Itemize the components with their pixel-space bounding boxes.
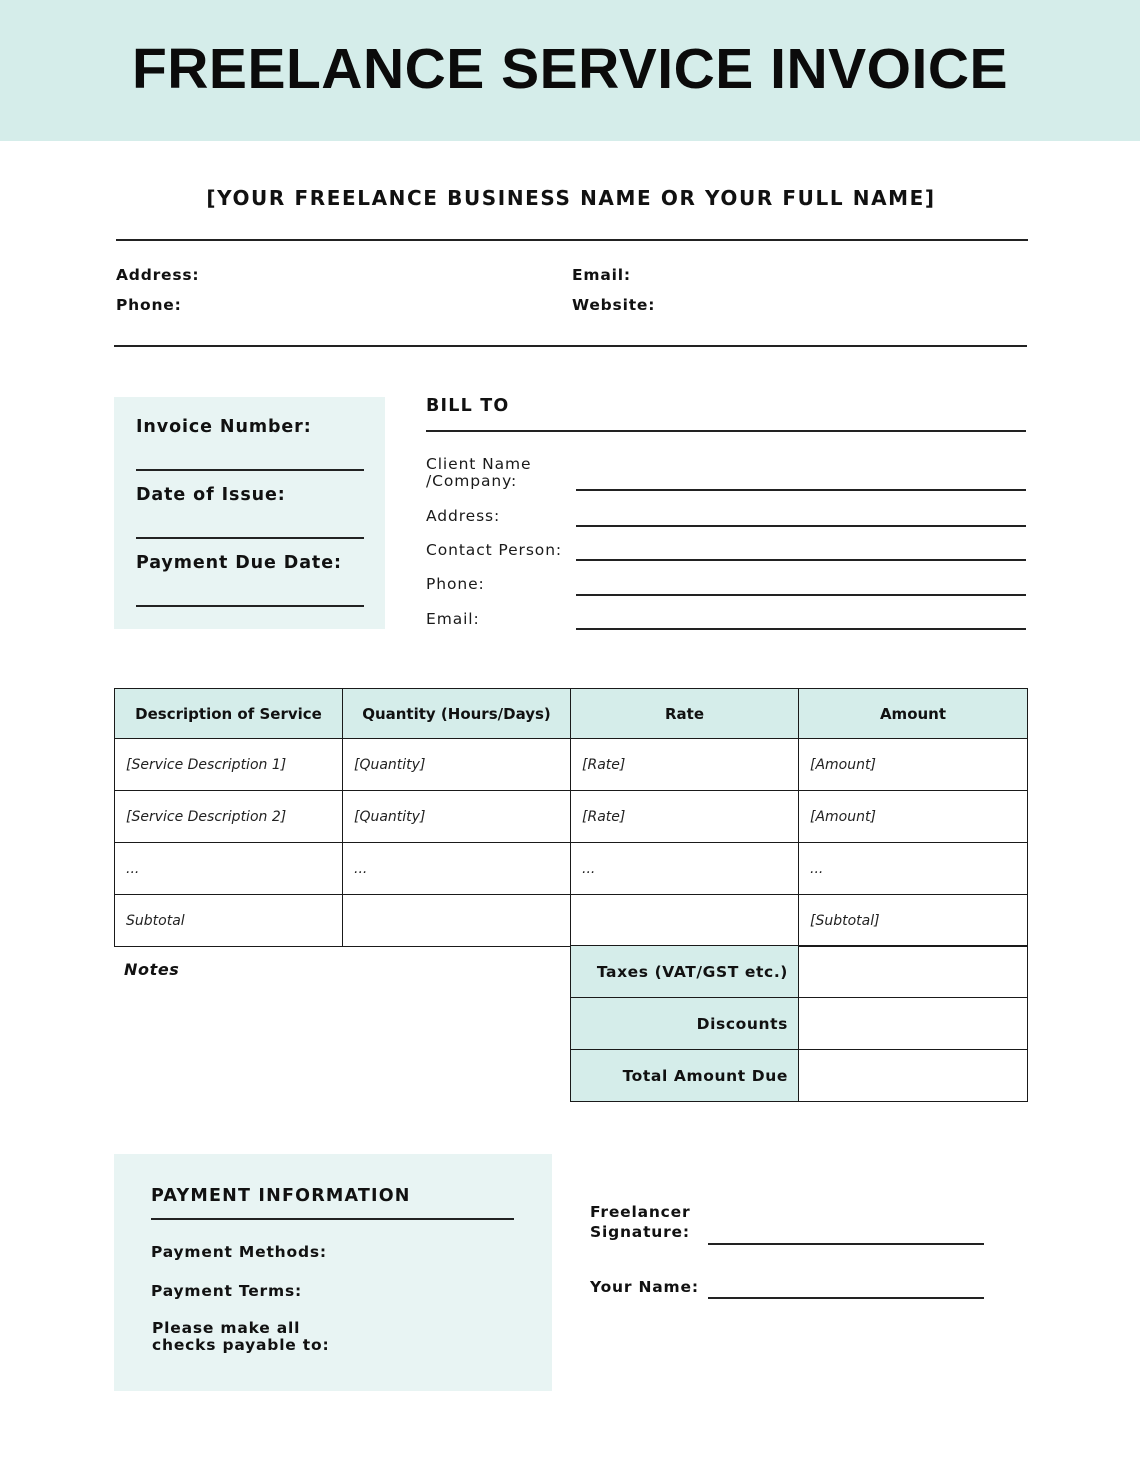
client-address-field[interactable] [576, 525, 1026, 527]
checks-payable-label: Please make all checks payable to: [152, 1319, 330, 1354]
business-name[interactable]: [YOUR FREELANCE BUSINESS NAME OR YOUR FULL NAME] [206, 186, 936, 210]
bill-to-divider [426, 430, 1026, 432]
contact-person-field[interactable] [576, 559, 1026, 561]
client-address-label: Address: [426, 507, 501, 525]
total-amount-value[interactable] [799, 1050, 1028, 1102]
cell-description[interactable]: [Service Description 2] [115, 791, 343, 843]
table-row [115, 791, 1028, 843]
column-header-description: Description of Service [115, 689, 343, 739]
contact-email-label: Email: [572, 266, 631, 284]
date-of-issue-field[interactable] [136, 537, 364, 539]
totals-table [570, 945, 1028, 1102]
discounts-row [571, 998, 1028, 1050]
cell-description[interactable]: [Service Description 1] [115, 739, 343, 791]
cell-amount[interactable]: [Amount] [799, 791, 1028, 843]
payment-info-panel [114, 1154, 552, 1391]
table-row [115, 843, 1028, 895]
client-name-field[interactable] [576, 489, 1026, 491]
your-name-field[interactable] [708, 1297, 984, 1299]
client-name-label: Client Name /Company: [426, 455, 532, 490]
services-table [114, 688, 1028, 947]
contact-website-label: Website: [572, 296, 656, 314]
divider-top [116, 239, 1028, 241]
total-amount-label: Total Amount Due [571, 1050, 799, 1102]
payment-due-date-field[interactable] [136, 605, 364, 607]
payment-methods-label: Payment Methods: [151, 1243, 327, 1261]
discounts-value[interactable] [799, 998, 1028, 1050]
your-name-label: Your Name: [590, 1278, 699, 1296]
contact-phone-label: Phone: [116, 296, 182, 314]
cell-quantity[interactable]: [Quantity] [343, 739, 571, 791]
invoice-number-field[interactable] [136, 469, 364, 471]
divider-contact [114, 345, 1027, 347]
freelancer-signature-label: Freelancer Signature: [590, 1203, 691, 1241]
taxes-label: Taxes (VAT/GST etc.) [571, 946, 799, 998]
client-phone-label: Phone: [426, 575, 485, 593]
invoice-title: FREELANCE SERVICE INVOICE [131, 37, 1009, 101]
bill-to-heading: BILL TO [426, 396, 510, 416]
table-row [115, 739, 1028, 791]
column-header-rate: Rate [571, 689, 799, 739]
subtotal-empty-cell [571, 895, 799, 947]
table-header-row [115, 689, 1028, 739]
payment-info-divider [151, 1218, 514, 1220]
cell-description[interactable]: ... [115, 843, 343, 895]
cell-quantity[interactable]: ... [343, 843, 571, 895]
client-email-label: Email: [426, 610, 480, 628]
discounts-label: Discounts [571, 998, 799, 1050]
cell-amount[interactable]: [Amount] [799, 739, 1028, 791]
cell-rate[interactable]: [Rate] [571, 791, 799, 843]
invoice-meta-panel [114, 397, 385, 629]
subtotal-label: Subtotal [115, 895, 343, 947]
cell-amount[interactable]: ... [799, 843, 1028, 895]
column-header-quantity: Quantity (Hours/Days) [343, 689, 571, 739]
client-email-field[interactable] [576, 628, 1026, 630]
invoice-number-label: Invoice Number: [136, 417, 312, 437]
payment-info-heading: PAYMENT INFORMATION [151, 1186, 411, 1206]
subtotal-empty-cell [343, 895, 571, 947]
column-header-amount: Amount [799, 689, 1028, 739]
cell-rate[interactable]: ... [571, 843, 799, 895]
contact-address-label: Address: [116, 266, 200, 284]
taxes-value[interactable] [799, 946, 1028, 998]
payment-terms-label: Payment Terms: [151, 1282, 302, 1300]
total-row [571, 1050, 1028, 1102]
date-of-issue-label: Date of Issue: [136, 485, 286, 505]
cell-rate[interactable]: [Rate] [571, 739, 799, 791]
client-phone-field[interactable] [576, 594, 1026, 596]
subtotal-row [115, 895, 1028, 947]
taxes-row [571, 946, 1028, 998]
cell-quantity[interactable]: [Quantity] [343, 791, 571, 843]
notes-label: Notes [124, 960, 180, 979]
signature-field[interactable] [708, 1243, 984, 1245]
subtotal-value[interactable]: [Subtotal] [799, 895, 1028, 947]
contact-person-label: Contact Person: [426, 541, 563, 559]
payment-due-date-label: Payment Due Date: [136, 553, 342, 573]
